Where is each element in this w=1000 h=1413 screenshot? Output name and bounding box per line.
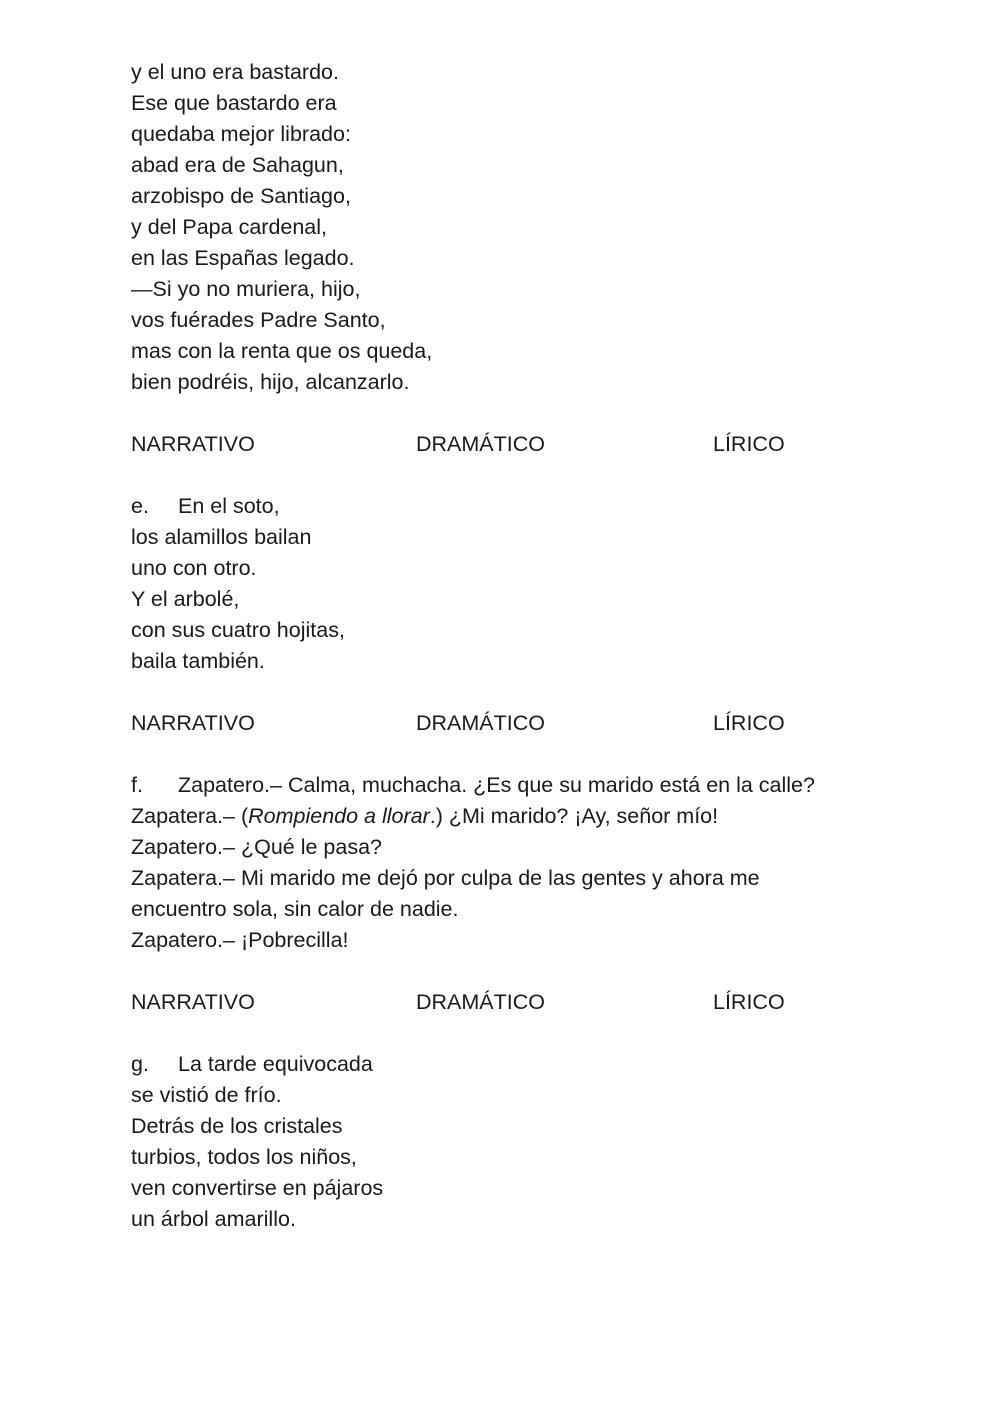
dialogue-text: Zapatero.– Calma, muchacha. ¿Es que su marido está en la calle?: [178, 773, 815, 797]
verse-line: mas con la renta que os queda,: [131, 339, 433, 363]
dialogue-line: [131, 801, 931, 832]
genre-options-d: [131, 429, 931, 460]
item-label: e.: [131, 494, 149, 518]
option-narrativo[interactable]: NARRATIVO: [131, 990, 255, 1014]
dialogue-line: encuentro sola, sin calor de nadie.: [131, 897, 459, 921]
verse-line: Y el arbolé,: [131, 587, 240, 611]
verse-line: los alamillos bailan: [131, 525, 312, 549]
item-label: g.: [131, 1052, 149, 1076]
option-lirico[interactable]: LÍRICO: [713, 432, 785, 456]
verse-text: En el soto,: [178, 494, 280, 518]
verse-line: vos fuérades Padre Santo,: [131, 308, 386, 332]
genre-options-f: [131, 987, 931, 1018]
option-dramatico[interactable]: DRAMÁTICO: [416, 432, 545, 456]
dialogue-line: Zapatera.– Mi marido me dejó por culpa de las gentes y ahora me: [131, 866, 760, 890]
poem-d: [131, 57, 931, 398]
verse-line: baila también.: [131, 649, 265, 673]
verse-line-first: [131, 491, 931, 522]
verse-line: bien podréis, hijo, alcanzarlo.: [131, 370, 410, 394]
verse-line: con sus cuatro hojitas,: [131, 618, 345, 642]
verse-text: La tarde equivocada: [178, 1052, 373, 1076]
worksheet-page: [131, 57, 931, 1235]
dialogue-line: Zapatero.– ¿Qué le pasa?: [131, 835, 382, 859]
option-narrativo[interactable]: NARRATIVO: [131, 432, 255, 456]
verse-line: Ese que bastardo era: [131, 91, 337, 115]
verse-line: arzobispo de Santiago,: [131, 184, 351, 208]
dialogue-f: [131, 770, 931, 956]
dialogue-line-first: [131, 770, 931, 801]
dialogue-line: Zapatero.– ¡Pobrecilla!: [131, 928, 349, 952]
verse-line: Detrás de los cristales: [131, 1114, 343, 1138]
verse-line: ven convertirse en pájaros: [131, 1176, 384, 1200]
verse-line: y el uno era bastardo.: [131, 60, 339, 84]
verse-line: abad era de Sahagun,: [131, 153, 344, 177]
item-label: f.: [131, 773, 143, 797]
verse-line: y del Papa cardenal,: [131, 215, 328, 239]
verse-line: uno con otro.: [131, 556, 257, 580]
verse-line-first: [131, 1049, 931, 1080]
verse-line: un árbol amarillo.: [131, 1207, 296, 1231]
dialogue-text: Zapatera.– (: [131, 804, 249, 828]
option-dramatico[interactable]: DRAMÁTICO: [416, 990, 545, 1014]
stage-direction: Rompiendo a llorar: [248, 804, 430, 828]
genre-options-e: [131, 708, 931, 739]
verse-line: en las Españas legado.: [131, 246, 355, 270]
verse-line: —Si yo no muriera, hijo,: [131, 277, 361, 301]
option-narrativo[interactable]: NARRATIVO: [131, 711, 255, 735]
poem-e: [131, 491, 931, 677]
option-lirico[interactable]: LÍRICO: [713, 990, 785, 1014]
option-lirico[interactable]: LÍRICO: [713, 711, 785, 735]
verse-line: quedaba mejor librado:: [131, 122, 351, 146]
dialogue-text: .) ¿Mi marido? ¡Ay, señor mío!: [429, 804, 719, 828]
verse-line: turbios, todos los niños,: [131, 1145, 357, 1169]
poem-g: [131, 1049, 931, 1235]
verse-line: se vistió de frío.: [131, 1083, 282, 1107]
option-dramatico[interactable]: DRAMÁTICO: [416, 711, 545, 735]
